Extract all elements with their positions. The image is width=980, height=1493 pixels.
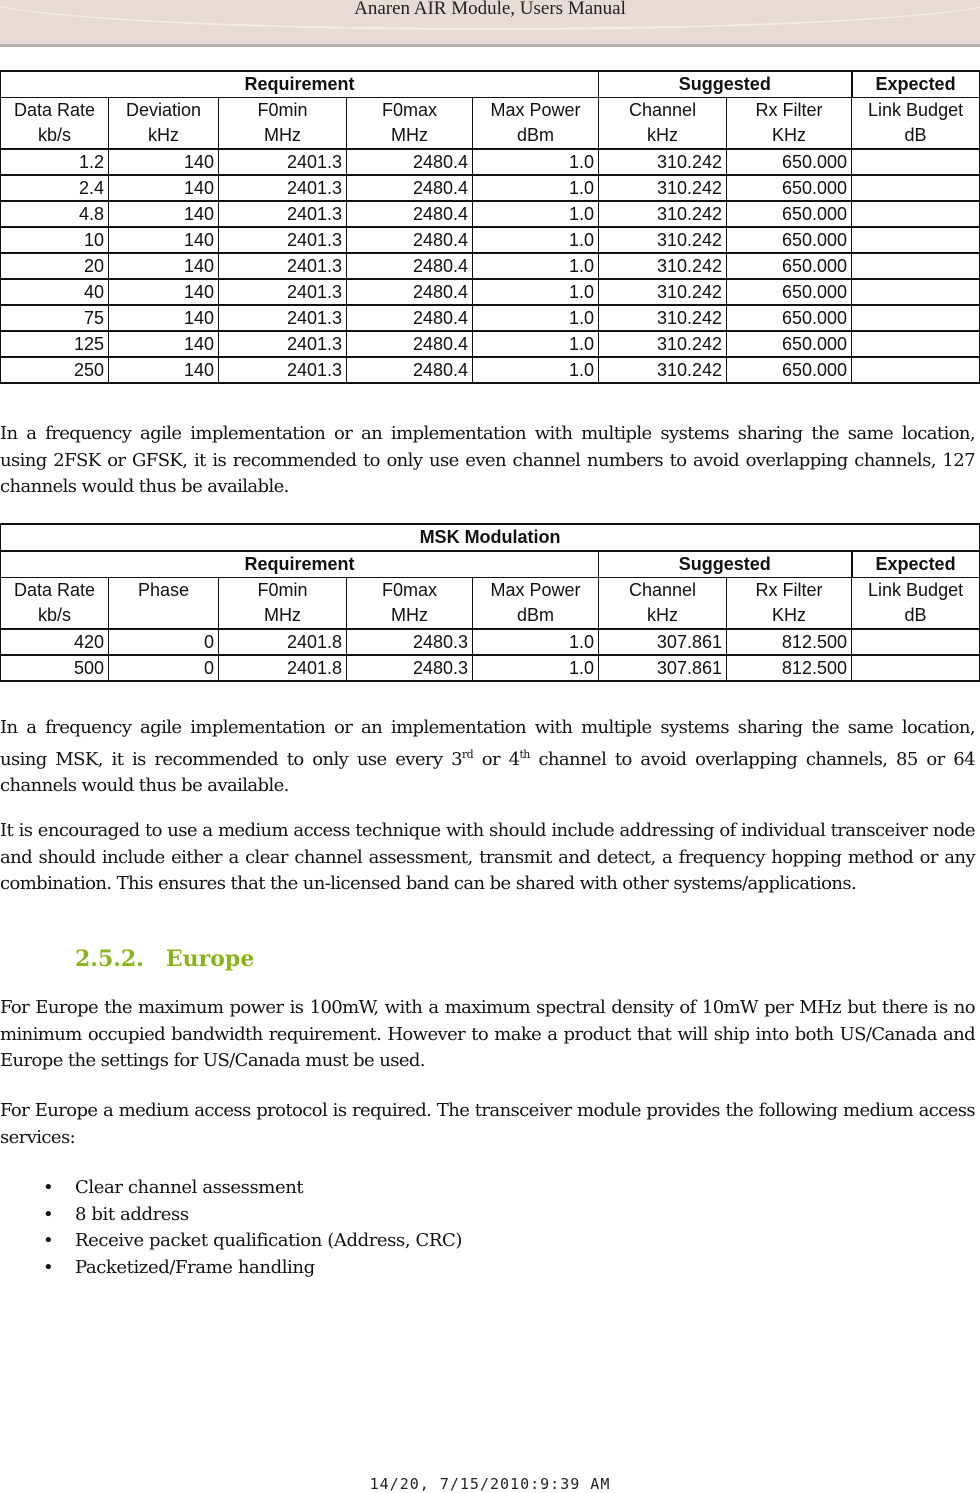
table-cell: 650.000 [727, 227, 852, 253]
table-row [1, 149, 980, 175]
table-cell: 2401.3 [219, 279, 347, 305]
table-cell [852, 227, 980, 253]
unit-cell: dBm [473, 123, 599, 149]
table-caption-row [1, 524, 980, 551]
table-cell: 812.500 [727, 655, 852, 681]
table-cell: 2.4 [1, 175, 109, 201]
table-units-row [1, 123, 980, 149]
table-cell: 1.0 [473, 201, 599, 227]
table-cell: 650.000 [727, 149, 852, 175]
unit-cell: kHz [599, 603, 727, 629]
msk-settings-table [0, 523, 980, 682]
table-cell: 310.242 [599, 357, 727, 383]
table-cell: 140 [109, 227, 219, 253]
unit-cell: dB [852, 123, 980, 149]
list-item: • 8 bit address [40, 1202, 462, 1229]
table-cell: 125 [1, 331, 109, 357]
table-cell: 650.000 [727, 357, 852, 383]
column-header: Deviation [109, 98, 219, 124]
table-row [1, 201, 980, 227]
table-cell [852, 357, 980, 383]
table-cell: 2480.3 [347, 629, 473, 655]
unit-cell: dB [852, 603, 980, 629]
group-suggested: Suggested [599, 551, 852, 578]
table-cell: 1.0 [473, 655, 599, 681]
paragraph-fsk-channels: In a frequency agile implementation or an implementation with multiple systems sharing the same location, using 2FSK or GFSK, it is recommended to only use even channel numbers to avoid overlapping channels, 127 channels would thus be available. [0, 423, 975, 497]
table-cell: 307.861 [599, 655, 727, 681]
table-cell: 650.000 [727, 305, 852, 331]
table-cell: 140 [109, 357, 219, 383]
table-units-row [1, 603, 980, 629]
table-cell: 250 [1, 357, 109, 383]
table-row [1, 227, 980, 253]
table-cell: 1.0 [473, 175, 599, 201]
table-row [1, 629, 980, 655]
table-cell [852, 655, 980, 681]
list-item: • Packetized/Frame handling [40, 1255, 462, 1282]
unit-cell: MHz [347, 603, 473, 629]
table-cell: 1.2 [1, 149, 109, 175]
column-header: Max Power [473, 578, 599, 604]
column-header: Channel [599, 98, 727, 124]
unit-cell [109, 603, 219, 629]
table-cell: 0 [109, 655, 219, 681]
section-number: 2.5.2. [75, 946, 144, 972]
table-cell: 500 [1, 655, 109, 681]
paragraph-europe-power: For Europe the maximum power is 100mW, with a maximum spectral density of 10mW per MHz but there is no minimum occupied bandwidth requirement. However to make a product that will ship into both US/Canada and Europe the settings for US/Canada must be used. [0, 997, 975, 1071]
table-cell [852, 175, 980, 201]
table-cell: 2480.4 [347, 201, 473, 227]
table-cell [852, 629, 980, 655]
table-cell: 0 [109, 629, 219, 655]
table-cell [852, 201, 980, 227]
paragraph-europe-protocol: For Europe a medium access protocol is required. The transceiver module provides the following medium access services: [0, 1100, 975, 1148]
column-header: Rx Filter [727, 578, 852, 604]
table-cell: 1.0 [473, 629, 599, 655]
table-cell: 2401.3 [219, 253, 347, 279]
table-cell: 2480.4 [347, 149, 473, 175]
table-cell [852, 253, 980, 279]
table-cell: 310.242 [599, 175, 727, 201]
unit-cell: kHz [599, 123, 727, 149]
table-cell: 2401.3 [219, 305, 347, 331]
table-cell: 310.242 [599, 201, 727, 227]
table-cell: 2401.3 [219, 331, 347, 357]
unit-cell: kb/s [1, 123, 109, 149]
table-cell: 650.000 [727, 175, 852, 201]
text-run: In a frequency agile implementation or an implementation with multiple systems sharing the same location, using MSK, it is recommended to only use every 3 [0, 717, 975, 770]
unit-cell: KHz [727, 603, 852, 629]
table-row [1, 175, 980, 201]
table-row [1, 331, 980, 357]
list-item: • Receive packet qualification (Address, CRC) [40, 1228, 462, 1255]
unit-cell: kHz [109, 123, 219, 149]
table-cell: 2480.4 [347, 331, 473, 357]
table-column-header [1, 578, 980, 604]
fsk-settings-table [0, 70, 980, 384]
list-item: • Clear channel assessment [40, 1175, 462, 1202]
column-header: Rx Filter [727, 98, 852, 124]
table-cell: 1.0 [473, 149, 599, 175]
table-cell: 4.8 [1, 201, 109, 227]
column-header: Phase [109, 578, 219, 604]
table-cell: 310.242 [599, 305, 727, 331]
table-cell: 650.000 [727, 279, 852, 305]
table-cell: 2401.3 [219, 227, 347, 253]
paragraph-msk-channels [0, 715, 975, 800]
column-header: F0max [347, 98, 473, 124]
table-row [1, 655, 980, 681]
table-group-header [1, 551, 980, 578]
group-expected: Expected [852, 551, 980, 578]
column-header: F0max [347, 578, 473, 604]
table-caption: MSK Modulation [1, 524, 980, 551]
table-cell: 2401.3 [219, 201, 347, 227]
table-cell: 140 [109, 331, 219, 357]
table-cell: 310.242 [599, 279, 727, 305]
unit-cell: MHz [219, 123, 347, 149]
superscript: th [519, 747, 530, 761]
table-cell [852, 279, 980, 305]
table-cell: 40 [1, 279, 109, 305]
table-cell: 2480.4 [347, 357, 473, 383]
table-cell: 2401.8 [219, 629, 347, 655]
table-cell: 310.242 [599, 253, 727, 279]
unit-cell: MHz [347, 123, 473, 149]
table-cell: 2401.8 [219, 655, 347, 681]
table-cell: 140 [109, 175, 219, 201]
table-row [1, 279, 980, 305]
table-cell: 1.0 [473, 305, 599, 331]
table-cell: 310.242 [599, 149, 727, 175]
table-cell: 75 [1, 305, 109, 331]
table-cell: 1.0 [473, 253, 599, 279]
table-cell: 2480.4 [347, 279, 473, 305]
column-header: Data Rate [1, 98, 109, 124]
group-requirement: Requirement [1, 551, 599, 578]
unit-cell: dBm [473, 603, 599, 629]
column-header: Data Rate [1, 578, 109, 604]
table-cell: 2401.3 [219, 175, 347, 201]
table-row [1, 305, 980, 331]
text-run: channel to avoid overlapping channels, 85 or 64 channels would thus be available. [0, 748, 975, 796]
table-cell: 10 [1, 227, 109, 253]
table-cell: 140 [109, 253, 219, 279]
superscript: rd [461, 747, 474, 761]
group-suggested: Suggested [599, 71, 852, 98]
table-cell: 2401.3 [219, 149, 347, 175]
table-cell: 310.242 [599, 331, 727, 357]
section-heading [75, 946, 254, 972]
table-cell: 650.000 [727, 201, 852, 227]
table-row [1, 357, 980, 383]
page-header [0, 0, 980, 47]
group-requirement: Requirement [1, 71, 599, 98]
table-cell: 2480.4 [347, 253, 473, 279]
table-cell [852, 305, 980, 331]
table-column-header [1, 98, 980, 124]
table-cell: 1.0 [473, 357, 599, 383]
paragraph-medium-access: It is encouraged to use a medium access technique with should include addressing of individual transceiver node and should include either a clear channel assessment, transmit and detect, a frequency hopping method or any combination. This ensures that the un-licensed band can be shared with other systems/applications. [0, 820, 975, 894]
table-body [1, 149, 980, 383]
table-cell [852, 149, 980, 175]
unit-cell: MHz [219, 603, 347, 629]
column-header: Channel [599, 578, 727, 604]
table-row [1, 253, 980, 279]
table-cell: 420 [1, 629, 109, 655]
table-body [1, 629, 980, 681]
column-header: Link Budget [852, 98, 980, 124]
table-cell: 20 [1, 253, 109, 279]
table-cell: 140 [109, 149, 219, 175]
table-cell: 140 [109, 305, 219, 331]
table-cell: 650.000 [727, 253, 852, 279]
table-cell: 2480.4 [347, 227, 473, 253]
table-cell: 310.242 [599, 227, 727, 253]
table-cell [852, 331, 980, 357]
section-title: Europe [165, 946, 255, 972]
table-cell: 2401.3 [219, 357, 347, 383]
table-cell: 1.0 [473, 331, 599, 357]
header-title: Anaren AIR Module, Users Manual [354, 0, 626, 19]
unit-cell: kb/s [1, 603, 109, 629]
column-header: Link Budget [852, 578, 980, 604]
table-cell: 1.0 [473, 279, 599, 305]
table-group-header [1, 71, 980, 98]
column-header: F0min [219, 98, 347, 124]
unit-cell: KHz [727, 123, 852, 149]
table-cell: 307.861 [599, 629, 727, 655]
table-cell: 140 [109, 201, 219, 227]
column-header: Max Power [473, 98, 599, 124]
table-cell: 812.500 [727, 629, 852, 655]
group-expected: Expected [852, 71, 980, 98]
table-cell: 2480.4 [347, 305, 473, 331]
table-cell: 1.0 [473, 227, 599, 253]
page-footer: 14/20, 7/15/2010:9:39 AM [369, 1475, 611, 1493]
table-cell: 2480.3 [347, 655, 473, 681]
services-list [40, 1175, 462, 1281]
table-cell: 650.000 [727, 331, 852, 357]
table-cell: 140 [109, 279, 219, 305]
text-run: or 4 [473, 748, 520, 770]
table-cell: 2480.4 [347, 175, 473, 201]
column-header: F0min [219, 578, 347, 604]
